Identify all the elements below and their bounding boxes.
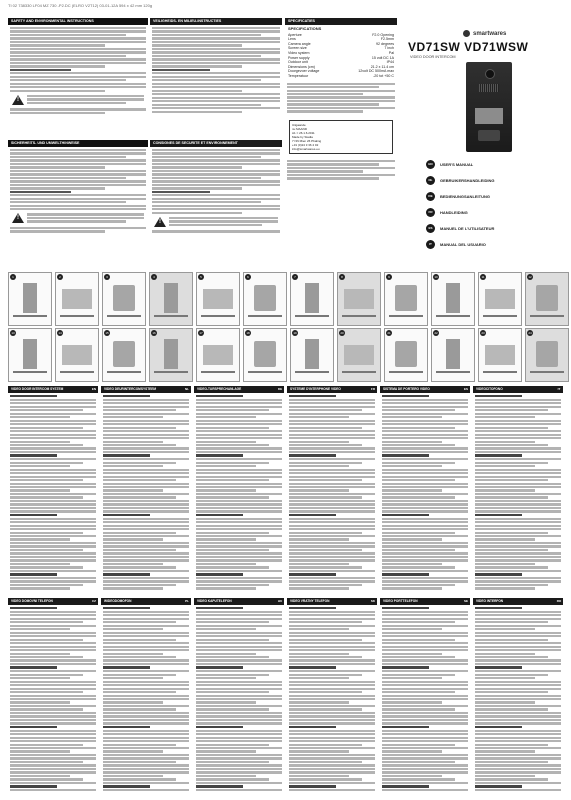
- language-tag: NL: [185, 387, 189, 391]
- manual-column: [8, 598, 98, 796]
- illustration-panel: [384, 272, 428, 326]
- wire-shape: [248, 315, 282, 317]
- column-title: [101, 386, 191, 393]
- column-title-text: WIDEODOMOFON: [104, 599, 132, 603]
- manual-column: [194, 386, 284, 594]
- column-title-text: VIDEO PORTTELEFON: [383, 599, 418, 603]
- device-shape: [395, 341, 417, 367]
- column-title-text: VIDEO DOOR INTERCOM SYSTEM: [11, 387, 64, 391]
- manual-column: [101, 386, 191, 594]
- column-title: [194, 598, 284, 605]
- wire-shape: [483, 315, 517, 317]
- lang-code: EN: [426, 160, 435, 169]
- column-title: [473, 598, 563, 605]
- panel-number: 1: [10, 274, 16, 280]
- column-title: [194, 386, 284, 393]
- wire-shape: [342, 315, 376, 317]
- spec-label: Screen size: [288, 46, 307, 51]
- spec-label: Temperatuur: [288, 73, 309, 78]
- panel-number: 13: [11, 331, 15, 335]
- illustration-panel: [431, 272, 475, 326]
- panel-number: 2: [57, 274, 63, 280]
- illustration-panel: [525, 272, 569, 326]
- panel-number: 21: [387, 331, 391, 335]
- speaker-grille: [479, 84, 499, 92]
- section-title: SAFETY AND ENVIRONMENTAL INSTRUCTIONS: [8, 18, 148, 25]
- manual-column: [380, 386, 470, 594]
- lang-item: [426, 192, 490, 201]
- panel-number: 7: [292, 274, 298, 280]
- column-title-text: VIDEO VRATNY TELEFON: [290, 599, 330, 603]
- manual-column: [194, 598, 284, 796]
- intercom-device-image: [466, 62, 512, 152]
- manual-column: [380, 598, 470, 796]
- panel-number: 16: [152, 331, 156, 335]
- illustration-panel: [478, 272, 522, 326]
- panel-number: 5: [198, 274, 204, 280]
- manual-column: [287, 598, 377, 796]
- column-title-text: SISTEMA DE PORTERO VIDEO: [383, 387, 430, 391]
- device-shape: [164, 283, 178, 313]
- spec-label: Doorgevoer voltage: [288, 69, 320, 74]
- column-title-text: VIDEO INTERFON: [476, 599, 504, 603]
- spec-value: 21.2 x 11.4 cm: [370, 64, 394, 69]
- wire-shape: [13, 371, 47, 373]
- language-tag: RO: [556, 599, 562, 603]
- device-shape: [254, 341, 276, 367]
- lang-code: IT: [426, 240, 435, 249]
- column-title-text: SYSTEME D'INTERPHONE VIDEO: [290, 387, 341, 391]
- spec-value: 92 degrees: [376, 41, 394, 46]
- device-shape: [344, 345, 374, 365]
- table-row: info@smartwares.eu: [292, 146, 320, 151]
- device-shape: [536, 341, 558, 367]
- device-shape: [113, 285, 135, 311]
- language-tag: HU: [277, 599, 283, 603]
- illustration-panel: [525, 328, 569, 382]
- panel-number: 10: [434, 275, 438, 279]
- column-title-text: VIDEOCITOFONO: [476, 387, 503, 391]
- lang-item: [426, 224, 494, 233]
- language-tag: IT: [555, 386, 563, 392]
- info-table: [289, 120, 393, 154]
- wire-shape: [530, 371, 564, 373]
- column-title: [380, 598, 470, 605]
- device-shape: [485, 345, 515, 365]
- safety-de-block: [8, 140, 148, 262]
- illustration-panel: [290, 328, 334, 382]
- device-shape: [344, 289, 374, 309]
- brand-name: smartwares: [473, 30, 507, 37]
- safety-en-block: [8, 18, 148, 136]
- column-title: [473, 386, 563, 393]
- spec-label: Camera angle: [288, 41, 311, 46]
- device-shape: [203, 289, 233, 309]
- lang-name: USER'S MANUAL: [440, 162, 474, 167]
- illustration-panel: [196, 328, 240, 382]
- name-label: [475, 108, 503, 124]
- panel-number: 24: [528, 331, 532, 335]
- wire-shape: [436, 371, 470, 373]
- device-shape: [485, 289, 515, 309]
- device-shape: [305, 283, 319, 313]
- wire-shape: [248, 371, 282, 373]
- language-tag: EN: [91, 387, 97, 391]
- spec-label: Lens: [288, 37, 296, 42]
- spec-value: Pal: [388, 50, 394, 55]
- table-row: Made by Stadia: [292, 134, 313, 139]
- panel-number: 3: [104, 274, 110, 280]
- spec-value: -20 tot +50 C: [373, 73, 394, 78]
- spec-label: Video system: [288, 50, 310, 55]
- spec-value: IP44: [386, 60, 394, 65]
- illustration-panel: [478, 328, 522, 382]
- panel-number: 18: [246, 331, 250, 335]
- wire-shape: [483, 371, 517, 373]
- wire-shape: [154, 371, 188, 373]
- wire-shape: [389, 315, 423, 317]
- section-title: SPECIFICATIES: [285, 18, 397, 25]
- illustration-panel: [8, 328, 52, 382]
- spec-value: F2.5mm: [380, 37, 394, 42]
- language-tag: DE: [277, 387, 283, 391]
- spec-value: 12volt DC 500mA max: [358, 69, 394, 74]
- device-shape: [203, 345, 233, 365]
- language-tag: SK: [370, 599, 376, 603]
- table-row: Uitgaande: [292, 122, 306, 127]
- section-title: SICHERHEITS- UND UMWELTHINWEISE: [8, 140, 148, 147]
- panel-number: 17: [199, 331, 203, 335]
- illustration-panel: [337, 272, 381, 326]
- panel-number: 12: [528, 275, 532, 279]
- wire-shape: [60, 315, 94, 317]
- panel-number: 20: [340, 331, 344, 335]
- lang-code: FR: [426, 208, 435, 217]
- spec-label: Power supply: [288, 55, 310, 60]
- lang-name: MANUEL DE L'UTILISATEUR: [440, 226, 495, 231]
- brand-logo: [463, 30, 506, 37]
- manual-column: [287, 386, 377, 594]
- device-shape: [446, 339, 460, 369]
- manual-column: [473, 386, 563, 594]
- device-shape: [254, 285, 276, 311]
- column-title: [380, 386, 470, 393]
- print-header: TI 02 738330 LF04 MZ 730 -P2.DC (ELRO V2T12) 03-01-12A 594 x 42 mm 120g: [8, 3, 153, 8]
- illustration-panel: [102, 328, 146, 382]
- illustration-panel: [149, 328, 193, 382]
- table-row: A1 = 26.1.6.2011: [292, 130, 315, 135]
- lang-code: ES: [426, 224, 435, 233]
- illustration-panel: [431, 328, 475, 382]
- manual-column: [473, 598, 563, 796]
- camera-icon: [485, 69, 495, 79]
- warning-icon: !: [154, 217, 166, 227]
- specs-block: [285, 18, 397, 262]
- lang-code: DE: [426, 192, 435, 201]
- wire-shape: [201, 371, 235, 373]
- lang-name: MANUAL DEL USUARIO: [440, 242, 486, 247]
- illustration-panel: [290, 272, 334, 326]
- safety-nl-block: [150, 18, 282, 136]
- lang-item: [426, 240, 486, 249]
- wire-shape: [389, 371, 423, 373]
- wire-shape: [530, 315, 564, 317]
- wire-shape: [436, 315, 470, 317]
- device-shape: [536, 285, 558, 311]
- language-tag: FR: [371, 387, 375, 391]
- illustration-panel: [196, 272, 240, 326]
- model-title: VD71SW VD71WSW: [408, 40, 529, 54]
- wire-shape: [107, 315, 141, 317]
- wire-shape: [154, 315, 188, 317]
- manual-column: [101, 598, 191, 796]
- language-tag: SE: [463, 599, 468, 603]
- spec-value: 7 inch: [384, 46, 394, 51]
- table-row: +31 (0)24 3 36 4 02: [292, 142, 319, 147]
- device-shape: [62, 289, 92, 309]
- bell-button: [478, 130, 500, 141]
- panel-number: 15: [105, 331, 109, 335]
- column-title: [101, 598, 191, 605]
- device-shape: [305, 339, 319, 369]
- safety-fr-block: [150, 140, 282, 262]
- panel-number: 23: [481, 331, 485, 335]
- lang-item: [426, 208, 468, 217]
- spec-label: Aperture: [288, 32, 302, 37]
- illustration-panel: [384, 328, 428, 382]
- table-row: 7 NN Mien 26 Pbaling: [292, 138, 322, 143]
- lang-name: GEBRUIKERSHANDLEIDING: [440, 178, 495, 183]
- spec-label: Dimensions (cm): [288, 64, 315, 69]
- wire-shape: [107, 371, 141, 373]
- device-shape: [446, 283, 460, 313]
- panel-number: 14: [58, 331, 62, 335]
- spec-title: SPECIFICATIONS: [288, 26, 322, 31]
- device-shape: [113, 341, 135, 367]
- wire-shape: [342, 371, 376, 373]
- column-title-text: VIDEO DOMOVNI TELEFON: [11, 599, 53, 603]
- panel-number: 9: [386, 274, 392, 280]
- column-title-text: VIDEO DEURINTERCOMSYSTEEM: [104, 387, 157, 391]
- section-title: VEILIGHEIDS- EN MILIEU-INSTRUCTIES: [150, 18, 282, 25]
- device-shape: [23, 283, 37, 313]
- column-title-text: VIDEO-TURSPRECHANLAGE: [197, 387, 242, 391]
- model-subtitle: VIDEO DOOR INTERCOM: [410, 55, 456, 59]
- warning-icon: !: [12, 213, 24, 223]
- illustration-panel: [243, 328, 287, 382]
- column-title: [287, 386, 377, 393]
- wire-shape: [13, 315, 47, 317]
- illustration-panel: [8, 272, 52, 326]
- language-tag: CZ: [92, 599, 96, 603]
- section-title: CONSIGNES DE SECURITE ET ENVIRONNEMENT: [150, 140, 282, 147]
- illustration-panel: [55, 328, 99, 382]
- lang-code: NL: [426, 176, 435, 185]
- column-title: [287, 598, 377, 605]
- panel-number: 22: [434, 331, 438, 335]
- column-title: [8, 598, 98, 605]
- language-tag: ES: [463, 387, 468, 391]
- wire-shape: [201, 315, 235, 317]
- device-shape: [23, 339, 37, 369]
- illustration-panel: [243, 272, 287, 326]
- wire-shape: [295, 371, 329, 373]
- panel-number: 6: [245, 274, 251, 280]
- wire-shape: [60, 371, 94, 373]
- warning-icon: !: [12, 95, 24, 105]
- illustration-panel: [55, 272, 99, 326]
- panel-number: 11: [481, 275, 485, 279]
- device-shape: [395, 285, 417, 311]
- logo-icon: [463, 30, 470, 37]
- panel-number: 19: [293, 331, 297, 335]
- spec-value: F2.0 Opening: [372, 32, 394, 37]
- manual-column: [8, 386, 98, 594]
- spec-value: 15 volt DC 1A: [371, 55, 394, 60]
- illustration-panel: [149, 272, 193, 326]
- device-shape: [164, 339, 178, 369]
- table-row: nu MAAND: [292, 126, 308, 131]
- illustration-panel: [102, 272, 146, 326]
- lang-name: BEDIENUNGSANLEITUNG: [440, 194, 491, 199]
- panel-number: 4: [151, 274, 157, 280]
- wire-shape: [295, 315, 329, 317]
- column-title-text: VIDEO KAPUTELEFON: [197, 599, 232, 603]
- lang-item: [426, 176, 494, 185]
- illustration-panel: [337, 328, 381, 382]
- device-shape: [62, 345, 92, 365]
- spec-label: Outdoor unit: [288, 60, 308, 65]
- language-tag: PL: [183, 598, 191, 604]
- lang-item: [426, 160, 473, 169]
- lang-name: HANDLEIDING: [440, 210, 468, 215]
- panel-number: 8: [339, 274, 345, 280]
- column-title: [8, 386, 98, 393]
